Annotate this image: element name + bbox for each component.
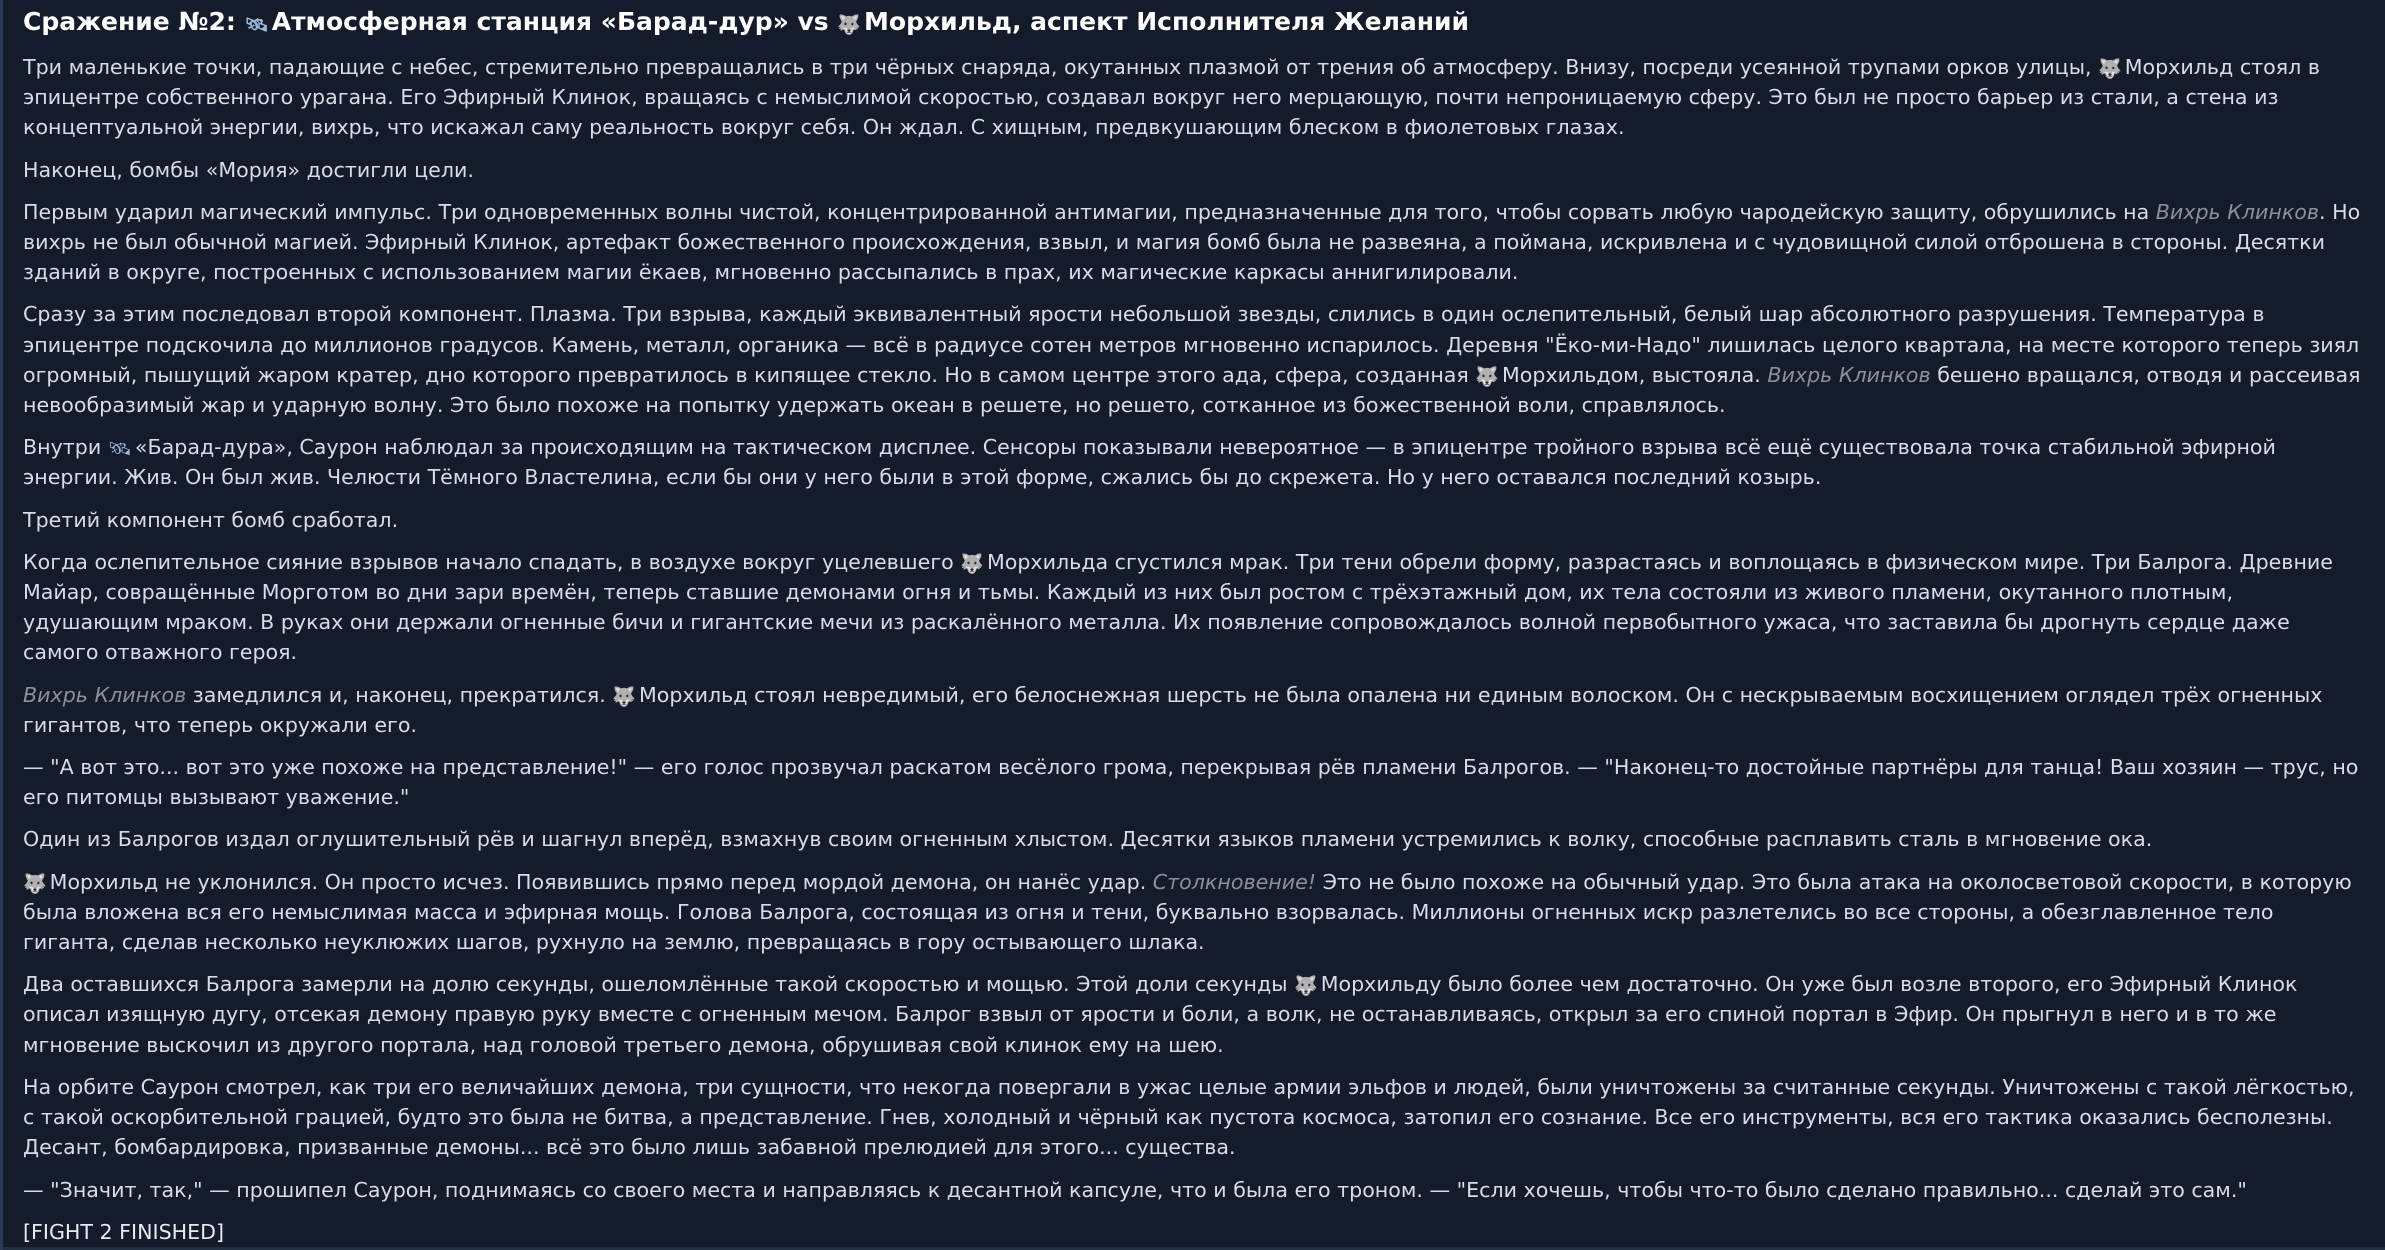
wolf-face-icon: 🐺 bbox=[2098, 58, 2122, 80]
wolf-face-icon: 🐺 bbox=[23, 872, 47, 895]
paragraph-3 bbox=[23, 197, 2365, 288]
paragraph-9: — "А вот это... вот это уже похоже на представление!" — его голос прозвучал раскатом весёлого грома, перекрывая рёв пламени Балрогов. — "Наконец-то достойные партнёры для танца! Ваш хозяин — трус, но его питомцы вызывают уважение." bbox=[23, 755, 2359, 810]
wolf-face-icon: 🐺 bbox=[1475, 365, 1500, 388]
paragraph-1 bbox=[23, 52, 2365, 143]
fight-finished-marker: [FIGHT 2 FINISHED] bbox=[23, 1219, 225, 1244]
p8-text-b: Морхильд стоял невредимый, его белоснежная шерсть не была опалена ни единым волоском. Он с нескрываемым восхищением оглядел трёх огненных гигантов, что теперь окружали его. bbox=[23, 682, 2323, 737]
paragraph-11 bbox=[23, 867, 2365, 958]
p5-text-b: «Барад-дура», Саурон наблюдал за происходящим на тактическом дисплее. Сенсоры показывали невероятное — в эпицентре тройного взрыва всё ещё существовала точка стабильной эфирной энергии. Жив. Он был жив. Челюсти Тёмного Властелина, если бы они у него были в этой форме, сжались бы до скрежета. Но у него оставался последний козырь. bbox=[23, 435, 2276, 490]
p4-text-a: Сразу за этим последовал второй компонент. Плазма. Три взрыва, каждый эквивалентный ярости небольшой звезды, слились в один ослепительный, белый шар абсолютного разрушения. Температура в эпицентре подскочила до миллионов градусов. Камень, металл, органика — всё в радиусе сотен метров мгновенно испарилось. Деревня "Ёко-ми-Надо" лишилась целого квартала, на месте которого теперь зиял огромный, пышущий жаром кратер, дно которого превратилось в кипящее стекло. Но в самом центре этого ада, сфера, созданная bbox=[23, 302, 2360, 387]
wolf-face-icon: 🐺 bbox=[960, 552, 984, 575]
title-prefix: Сражение №2: bbox=[23, 7, 236, 36]
satellite-icon: 🛰 bbox=[107, 438, 132, 461]
paragraph-13: На орбите Саурон смотрел, как три его величайших демона, три сущности, что некогда повергали в ужас целые армии эльфов и людей, были уничтожены за считанные секунды. Уничтожены с такой лёгкостью, с такой оскорбительной грацией, будто это была не битва, а представление. Гнев, холодный и чёрный как пустота космоса, затопил его сознание. Все его инструменты, вся его тактика оказались бесполезны. Десант, бомбардировка, призванные демоны... всё это было лишь забавной прелюдией для этого... существа. bbox=[23, 1074, 2355, 1160]
p3-text-a: Первым ударил магический импульс. Три одновременных волны чистой, концентрированной антимагии, предназначенные для того, чтобы сорвать любую чародейскую защиту, обрушились на bbox=[23, 199, 2156, 224]
p1-text-a: Три маленькие точки, падающие с небес, стремительно превращались в три чёрных снаряда, окутанных плазмой от трения об атмосферу. Внизу, посреди усеянной трупами орков улицы, bbox=[23, 55, 2099, 79]
paragraph-5 bbox=[23, 432, 2365, 492]
paragraph-7 bbox=[23, 547, 2365, 668]
paragraph-8 bbox=[23, 680, 2365, 740]
p11-text-a: Морхильд не уклонился. Он просто исчез. Появившись прямо перед мордой демона, он нанёс удар. bbox=[49, 869, 1153, 894]
title-station: Атмосферная станция «Барад-дур» bbox=[271, 7, 789, 36]
title-vs: vs bbox=[797, 7, 829, 36]
p7-text-a: Когда ослепительное сияние взрывов начало спадать, в воздухе вокруг уцелевшего bbox=[23, 549, 961, 574]
p11-italic: Столкновение! bbox=[1152, 869, 1317, 894]
p4-text-b: Морхильдом, выстояла. bbox=[1502, 362, 1768, 387]
paragraph-6: Третий компонент бомб сработал. bbox=[23, 507, 399, 532]
p3-italic: Вихрь Клинков bbox=[2155, 199, 2320, 224]
message-body bbox=[23, 52, 2365, 1247]
paragraph-2: Наконец, бомбы «Мория» достигли цели. bbox=[23, 157, 474, 182]
wolf-face-icon: 🐺 bbox=[837, 14, 862, 36]
wolf-face-icon: 🐺 bbox=[612, 685, 636, 708]
p1-text-b: Морхильд стоял в эпицентре собственного урагана. Его Эфирный Клинок, вращаясь с немыслимой скоростью, создавал вокруг него мерцающую, почти непроницаемую сферу. Это был не просто барьер из стали, а стена из концептуальной энергии, вихрь, что искажал саму реальность вокруг себя. Он ждал. С хищным, предвкушающим блеском в фиолетовых глазах. bbox=[23, 55, 2320, 140]
paragraph-12 bbox=[23, 969, 2365, 1060]
wolf-face-icon: 🐺 bbox=[1294, 975, 1318, 998]
title-opponent: Морхильд, аспект Исполнителя Желаний bbox=[864, 7, 1470, 36]
p4-italic: Вихрь Клинков bbox=[1767, 362, 1931, 387]
p12-text-a: Два оставшихся Балрога замерли на долю секунды, ошеломлённые такой скоростью и мощью. Этой доли секунды bbox=[23, 972, 1295, 997]
paragraph-10: Один из Балрогов издал оглушительный рёв и шагнул вперёд, взмахнув своим огненным хлыстом. Десятки языков пламени устремились к волку, способные расплавить сталь в мгновение ока. bbox=[23, 827, 2153, 852]
p5-text-a: Внутри bbox=[23, 435, 108, 460]
p4-text-c: бешено вращался, отводя и рассеивая невообразимый жар и ударную волну. Это было похоже на попытку удержать океан в решете, но решето, сотканное из божественной воли, справлялось. bbox=[23, 362, 2361, 418]
fight-title bbox=[23, 6, 2365, 38]
paragraph-4 bbox=[23, 299, 2365, 420]
p8-text-a: замедлился и, наконец, прекратился. bbox=[186, 682, 613, 707]
paragraph-14: — "Значит, так," — прошипел Саурон, поднимаясь со своего места и направляясь к десантной капсуле, что и была его троном. — "Если хочешь, чтобы что-то было сделано правильно... сделай это сам." bbox=[23, 1177, 2247, 1202]
p12-text-b: Морхильду было более чем достаточно. Он уже был возле второго, его Эфирный Клинок описал изящную дугу, отсекая демону правую руку вместе с огненным мечом. Балрог взвыл от ярости и боли, а волк, не останавливаясь, открыл за его спиной портал в Эфир. Он прыгнул в него и в то же мгновение выскочил из другого портала, над головой третьего демона, обрушивая свой клинок ему на шею. bbox=[23, 972, 2298, 1057]
p3-text-b: . Но вихрь не был обычной магией. Эфирный Клинок, артефакт божественного происхождения, взвыл, и магия бомб была не развеяна, а поймана, искривлена и с чудовищной силой отброшена в стороны. Десятки зданий в округе, построенных с использованием магии ёкаев, мгновенно рассыпались в прах, их магические каркасы аннигилировали. bbox=[23, 199, 2361, 285]
satellite-icon: 🛰 bbox=[244, 14, 269, 36]
p7-text-b: Морхильда сгустился мрак. Три тени обрели форму, разрастаясь и воплощаясь в физическом мире. Три Балрога. Древние Майар, совращённые Морготом во дни зари времён, теперь ставшие демонами огня и тьмы. Каждый из них был ростом с трёхэтажный дом, их тела состояли из живого пламени, окутанного плотным, удушающим мраком. В руках они держали огненные бичи и гигантские мечи из раскалённого металла. Их появление сопровождалось волной первобытного ужаса, что заставила бы дрогнуть сердце даже самого отважного героя. bbox=[23, 549, 2333, 665]
p11-text-b: Это не было похоже на обычный удар. Это была атака на околосветовой скорости, в которую была вложена вся его немыслимая масса и эфирная мощь. Голова Балрога, состоящая из огня и тени, буквально взорвалась. Миллионы огненных искр разлетелись во все стороны, а обезглавленное тело гиганта, сделав несколько неуклюжих шагов, рухнуло на землю, превращаясь в гору остывающего шлака. bbox=[23, 869, 2352, 955]
p8-italic: Вихрь Клинков bbox=[23, 682, 187, 707]
